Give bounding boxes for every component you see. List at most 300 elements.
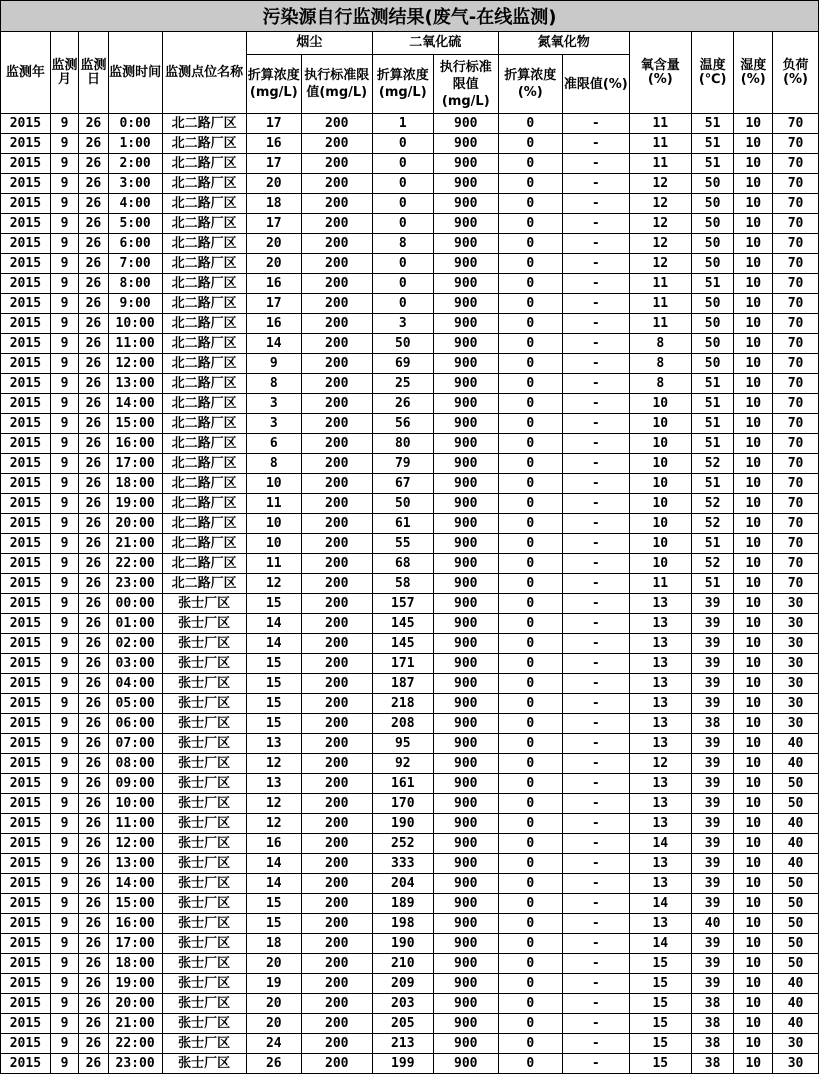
cell-time: 09:00 xyxy=(108,774,162,794)
cell-nox-conc: 0 xyxy=(498,854,562,874)
cell-day: 26 xyxy=(79,254,108,274)
cell-nox-limit: - xyxy=(562,774,629,794)
cell-site: 北二路厂区 xyxy=(162,414,246,434)
cell-month: 9 xyxy=(50,174,78,194)
cell-so2-limit: 900 xyxy=(433,614,498,634)
cell-year: 2015 xyxy=(1,134,51,154)
cell-smoke-conc: 16 xyxy=(246,314,301,334)
cell-humidity: 10 xyxy=(734,894,773,914)
cell-smoke-limit: 200 xyxy=(301,174,372,194)
cell-time: 10:00 xyxy=(108,314,162,334)
cell-humidity: 10 xyxy=(734,734,773,754)
cell-year: 2015 xyxy=(1,994,51,1014)
cell-so2-limit: 900 xyxy=(433,354,498,374)
cell-site: 北二路厂区 xyxy=(162,374,246,394)
cell-month: 9 xyxy=(50,514,78,534)
cell-site: 北二路厂区 xyxy=(162,314,246,334)
cell-nox-conc: 0 xyxy=(498,274,562,294)
cell-load: 40 xyxy=(773,754,819,774)
cell-smoke-limit: 200 xyxy=(301,954,372,974)
cell-load: 30 xyxy=(773,674,819,694)
cell-so2-conc: 58 xyxy=(372,574,433,594)
cell-nox-limit: - xyxy=(562,134,629,154)
cell-temp: 39 xyxy=(691,954,734,974)
cell-so2-limit: 900 xyxy=(433,414,498,434)
cell-smoke-conc: 13 xyxy=(246,734,301,754)
cell-site: 北二路厂区 xyxy=(162,134,246,154)
cell-load: 50 xyxy=(773,954,819,974)
cell-day: 26 xyxy=(79,854,108,874)
cell-time: 18:00 xyxy=(108,474,162,494)
cell-oxygen: 13 xyxy=(629,594,691,614)
table-row xyxy=(1,854,819,874)
cell-oxygen: 13 xyxy=(629,794,691,814)
cell-humidity: 10 xyxy=(734,754,773,774)
cell-humidity: 10 xyxy=(734,274,773,294)
cell-smoke-conc: 17 xyxy=(246,154,301,174)
cell-time: 05:00 xyxy=(108,694,162,714)
cell-so2-limit: 900 xyxy=(433,194,498,214)
cell-load: 30 xyxy=(773,634,819,654)
cell-smoke-limit: 200 xyxy=(301,1054,372,1074)
cell-month: 9 xyxy=(50,134,78,154)
cell-smoke-limit: 200 xyxy=(301,114,372,134)
cell-site: 张士厂区 xyxy=(162,874,246,894)
cell-nox-limit: - xyxy=(562,914,629,934)
table-body xyxy=(1,114,819,1074)
header-row-1 xyxy=(1,32,819,55)
cell-load: 40 xyxy=(773,1014,819,1034)
cell-nox-conc: 0 xyxy=(498,634,562,654)
cell-site: 张士厂区 xyxy=(162,1034,246,1054)
cell-nox-conc: 0 xyxy=(498,254,562,274)
cell-so2-conc: 69 xyxy=(372,354,433,374)
table-row xyxy=(1,134,819,154)
cell-temp: 39 xyxy=(691,734,734,754)
cell-temp: 39 xyxy=(691,634,734,654)
cell-site: 张士厂区 xyxy=(162,694,246,714)
cell-smoke-conc: 14 xyxy=(246,854,301,874)
cell-day: 26 xyxy=(79,734,108,754)
table-row xyxy=(1,674,819,694)
cell-site: 北二路厂区 xyxy=(162,394,246,414)
cell-nox-limit: - xyxy=(562,634,629,654)
col-smoke-conc: 折算浓度(mg/L) xyxy=(246,55,301,114)
cell-so2-limit: 900 xyxy=(433,814,498,834)
cell-month: 9 xyxy=(50,354,78,374)
cell-nox-limit: - xyxy=(562,234,629,254)
cell-year: 2015 xyxy=(1,394,51,414)
table-row xyxy=(1,154,819,174)
cell-temp: 39 xyxy=(691,854,734,874)
cell-nox-limit: - xyxy=(562,314,629,334)
cell-smoke-conc: 14 xyxy=(246,334,301,354)
cell-temp: 39 xyxy=(691,594,734,614)
cell-so2-conc: 333 xyxy=(372,854,433,874)
cell-nox-conc: 0 xyxy=(498,694,562,714)
cell-so2-conc: 0 xyxy=(372,274,433,294)
cell-so2-limit: 900 xyxy=(433,234,498,254)
cell-smoke-conc: 11 xyxy=(246,554,301,574)
cell-load: 70 xyxy=(773,574,819,594)
cell-temp: 51 xyxy=(691,374,734,394)
cell-load: 70 xyxy=(773,354,819,374)
cell-year: 2015 xyxy=(1,794,51,814)
cell-so2-conc: 1 xyxy=(372,114,433,134)
cell-so2-conc: 210 xyxy=(372,954,433,974)
cell-smoke-conc: 11 xyxy=(246,494,301,514)
col-day: 监测日 xyxy=(79,32,108,114)
cell-smoke-limit: 200 xyxy=(301,474,372,494)
cell-so2-limit: 900 xyxy=(433,114,498,134)
cell-load: 40 xyxy=(773,974,819,994)
cell-site: 北二路厂区 xyxy=(162,294,246,314)
cell-day: 26 xyxy=(79,1014,108,1034)
cell-humidity: 10 xyxy=(734,974,773,994)
cell-month: 9 xyxy=(50,114,78,134)
cell-month: 9 xyxy=(50,1054,78,1074)
cell-oxygen: 8 xyxy=(629,374,691,394)
cell-oxygen: 13 xyxy=(629,654,691,674)
cell-nox-conc: 0 xyxy=(498,774,562,794)
cell-load: 40 xyxy=(773,834,819,854)
cell-site: 张士厂区 xyxy=(162,654,246,674)
cell-time: 14:00 xyxy=(108,394,162,414)
cell-smoke-conc: 19 xyxy=(246,974,301,994)
cell-site: 张士厂区 xyxy=(162,794,246,814)
cell-smoke-limit: 200 xyxy=(301,854,372,874)
cell-load: 50 xyxy=(773,934,819,954)
cell-year: 2015 xyxy=(1,254,51,274)
cell-temp: 51 xyxy=(691,274,734,294)
cell-load: 30 xyxy=(773,654,819,674)
cell-day: 26 xyxy=(79,434,108,454)
table-row xyxy=(1,254,819,274)
cell-so2-conc: 79 xyxy=(372,454,433,474)
cell-nox-limit: - xyxy=(562,1054,629,1074)
cell-oxygen: 12 xyxy=(629,254,691,274)
cell-time: 11:00 xyxy=(108,334,162,354)
cell-year: 2015 xyxy=(1,354,51,374)
table-row xyxy=(1,1034,819,1054)
cell-nox-conc: 0 xyxy=(498,174,562,194)
cell-so2-limit: 900 xyxy=(433,314,498,334)
cell-temp: 50 xyxy=(691,234,734,254)
cell-nox-conc: 0 xyxy=(498,374,562,394)
cell-nox-conc: 0 xyxy=(498,614,562,634)
cell-month: 9 xyxy=(50,734,78,754)
cell-oxygen: 11 xyxy=(629,294,691,314)
cell-nox-conc: 0 xyxy=(498,494,562,514)
cell-month: 9 xyxy=(50,714,78,734)
cell-humidity: 10 xyxy=(734,514,773,534)
cell-month: 9 xyxy=(50,154,78,174)
cell-smoke-limit: 200 xyxy=(301,794,372,814)
table-row xyxy=(1,754,819,774)
cell-time: 17:00 xyxy=(108,454,162,474)
cell-temp: 39 xyxy=(691,774,734,794)
cell-temp: 50 xyxy=(691,334,734,354)
cell-site: 北二路厂区 xyxy=(162,234,246,254)
cell-month: 9 xyxy=(50,674,78,694)
cell-nox-conc: 0 xyxy=(498,214,562,234)
cell-smoke-conc: 17 xyxy=(246,294,301,314)
cell-load: 70 xyxy=(773,134,819,154)
cell-so2-limit: 900 xyxy=(433,394,498,414)
cell-so2-limit: 900 xyxy=(433,1014,498,1034)
cell-humidity: 10 xyxy=(734,354,773,374)
cell-year: 2015 xyxy=(1,454,51,474)
cell-month: 9 xyxy=(50,774,78,794)
cell-nox-limit: - xyxy=(562,114,629,134)
cell-smoke-conc: 16 xyxy=(246,274,301,294)
cell-smoke-limit: 200 xyxy=(301,414,372,434)
cell-year: 2015 xyxy=(1,574,51,594)
cell-day: 26 xyxy=(79,894,108,914)
cell-smoke-conc: 20 xyxy=(246,254,301,274)
cell-time: 13:00 xyxy=(108,374,162,394)
cell-load: 70 xyxy=(773,194,819,214)
cell-so2-limit: 900 xyxy=(433,714,498,734)
cell-nox-limit: - xyxy=(562,874,629,894)
cell-load: 70 xyxy=(773,494,819,514)
cell-day: 26 xyxy=(79,834,108,854)
cell-nox-conc: 0 xyxy=(498,154,562,174)
cell-nox-conc: 0 xyxy=(498,794,562,814)
cell-oxygen: 12 xyxy=(629,194,691,214)
cell-nox-limit: - xyxy=(562,1034,629,1054)
cell-smoke-limit: 200 xyxy=(301,194,372,214)
cell-load: 30 xyxy=(773,1034,819,1054)
cell-day: 26 xyxy=(79,654,108,674)
cell-smoke-limit: 200 xyxy=(301,434,372,454)
cell-smoke-limit: 200 xyxy=(301,994,372,1014)
cell-day: 26 xyxy=(79,474,108,494)
cell-nox-conc: 0 xyxy=(498,294,562,314)
cell-nox-conc: 0 xyxy=(498,534,562,554)
cell-load: 70 xyxy=(773,154,819,174)
cell-time: 5:00 xyxy=(108,214,162,234)
cell-humidity: 10 xyxy=(734,794,773,814)
table-row xyxy=(1,714,819,734)
cell-so2-limit: 900 xyxy=(433,494,498,514)
cell-load: 50 xyxy=(773,874,819,894)
cell-load: 70 xyxy=(773,294,819,314)
cell-humidity: 10 xyxy=(734,694,773,714)
cell-temp: 51 xyxy=(691,574,734,594)
table-row xyxy=(1,914,819,934)
col-nox-conc: 折算浓度(%) xyxy=(498,55,562,114)
cell-month: 9 xyxy=(50,634,78,654)
cell-smoke-conc: 15 xyxy=(246,654,301,674)
cell-humidity: 10 xyxy=(734,154,773,174)
cell-load: 30 xyxy=(773,714,819,734)
cell-smoke-conc: 13 xyxy=(246,774,301,794)
cell-site: 张士厂区 xyxy=(162,894,246,914)
cell-year: 2015 xyxy=(1,114,51,134)
cell-so2-conc: 209 xyxy=(372,974,433,994)
cell-humidity: 10 xyxy=(734,634,773,654)
cell-site: 张士厂区 xyxy=(162,714,246,734)
cell-so2-limit: 900 xyxy=(433,1034,498,1054)
cell-humidity: 10 xyxy=(734,954,773,974)
cell-so2-limit: 900 xyxy=(433,294,498,314)
cell-day: 26 xyxy=(79,614,108,634)
cell-year: 2015 xyxy=(1,434,51,454)
cell-so2-limit: 900 xyxy=(433,434,498,454)
cell-so2-limit: 900 xyxy=(433,914,498,934)
cell-site: 张士厂区 xyxy=(162,934,246,954)
cell-nox-conc: 0 xyxy=(498,574,562,594)
cell-time: 23:00 xyxy=(108,1054,162,1074)
table-row xyxy=(1,514,819,534)
cell-nox-limit: - xyxy=(562,674,629,694)
cell-nox-conc: 0 xyxy=(498,114,562,134)
cell-time: 2:00 xyxy=(108,154,162,174)
cell-year: 2015 xyxy=(1,674,51,694)
cell-so2-conc: 50 xyxy=(372,334,433,354)
cell-temp: 39 xyxy=(691,814,734,834)
cell-oxygen: 13 xyxy=(629,734,691,754)
table-row xyxy=(1,554,819,574)
cell-nox-limit: - xyxy=(562,194,629,214)
table-row xyxy=(1,114,819,134)
cell-month: 9 xyxy=(50,914,78,934)
cell-nox-limit: - xyxy=(562,1014,629,1034)
cell-smoke-conc: 10 xyxy=(246,474,301,494)
cell-so2-limit: 900 xyxy=(433,934,498,954)
cell-smoke-limit: 200 xyxy=(301,914,372,934)
cell-nox-conc: 0 xyxy=(498,554,562,574)
cell-so2-limit: 900 xyxy=(433,774,498,794)
cell-day: 26 xyxy=(79,954,108,974)
cell-so2-conc: 92 xyxy=(372,754,433,774)
cell-smoke-limit: 200 xyxy=(301,154,372,174)
table-row xyxy=(1,414,819,434)
cell-temp: 39 xyxy=(691,654,734,674)
cell-day: 26 xyxy=(79,354,108,374)
cell-temp: 50 xyxy=(691,314,734,334)
cell-smoke-limit: 200 xyxy=(301,674,372,694)
cell-nox-conc: 0 xyxy=(498,394,562,414)
cell-so2-conc: 171 xyxy=(372,654,433,674)
cell-so2-conc: 0 xyxy=(372,194,433,214)
cell-month: 9 xyxy=(50,334,78,354)
cell-time: 07:00 xyxy=(108,734,162,754)
cell-year: 2015 xyxy=(1,534,51,554)
cell-so2-conc: 56 xyxy=(372,414,433,434)
cell-month: 9 xyxy=(50,1014,78,1034)
table-row xyxy=(1,814,819,834)
cell-site: 北二路厂区 xyxy=(162,194,246,214)
cell-temp: 39 xyxy=(691,674,734,694)
cell-site: 北二路厂区 xyxy=(162,114,246,134)
cell-smoke-conc: 20 xyxy=(246,174,301,194)
cell-day: 26 xyxy=(79,134,108,154)
cell-temp: 39 xyxy=(691,974,734,994)
cell-humidity: 10 xyxy=(734,294,773,314)
cell-year: 2015 xyxy=(1,1034,51,1054)
cell-month: 9 xyxy=(50,274,78,294)
cell-nox-limit: - xyxy=(562,574,629,594)
cell-smoke-conc: 12 xyxy=(246,574,301,594)
cell-oxygen: 15 xyxy=(629,1054,691,1074)
cell-year: 2015 xyxy=(1,334,51,354)
cell-smoke-limit: 200 xyxy=(301,874,372,894)
cell-nox-conc: 0 xyxy=(498,514,562,534)
cell-day: 26 xyxy=(79,674,108,694)
cell-day: 26 xyxy=(79,394,108,414)
cell-time: 14:00 xyxy=(108,874,162,894)
cell-smoke-limit: 200 xyxy=(301,294,372,314)
cell-smoke-conc: 15 xyxy=(246,714,301,734)
table-row xyxy=(1,954,819,974)
cell-time: 12:00 xyxy=(108,354,162,374)
cell-day: 26 xyxy=(79,274,108,294)
cell-temp: 39 xyxy=(691,694,734,714)
cell-nox-conc: 0 xyxy=(498,234,562,254)
cell-site: 张士厂区 xyxy=(162,754,246,774)
cell-so2-conc: 26 xyxy=(372,394,433,414)
cell-time: 18:00 xyxy=(108,954,162,974)
cell-so2-conc: 61 xyxy=(372,514,433,534)
cell-year: 2015 xyxy=(1,554,51,574)
cell-time: 10:00 xyxy=(108,794,162,814)
cell-smoke-conc: 15 xyxy=(246,594,301,614)
cell-smoke-conc: 9 xyxy=(246,354,301,374)
cell-year: 2015 xyxy=(1,1054,51,1074)
cell-smoke-limit: 200 xyxy=(301,634,372,654)
group-nox: 氮氧化物 xyxy=(498,32,629,55)
cell-temp: 50 xyxy=(691,294,734,314)
cell-site: 北二路厂区 xyxy=(162,434,246,454)
cell-month: 9 xyxy=(50,414,78,434)
cell-site: 张士厂区 xyxy=(162,814,246,834)
cell-month: 9 xyxy=(50,794,78,814)
cell-smoke-conc: 16 xyxy=(246,834,301,854)
cell-humidity: 10 xyxy=(734,434,773,454)
cell-year: 2015 xyxy=(1,194,51,214)
cell-oxygen: 10 xyxy=(629,474,691,494)
cell-nox-conc: 0 xyxy=(498,194,562,214)
cell-so2-conc: 187 xyxy=(372,674,433,694)
cell-so2-limit: 900 xyxy=(433,694,498,714)
cell-temp: 51 xyxy=(691,394,734,414)
cell-day: 26 xyxy=(79,554,108,574)
cell-day: 26 xyxy=(79,314,108,334)
cell-smoke-conc: 15 xyxy=(246,674,301,694)
cell-oxygen: 12 xyxy=(629,174,691,194)
cell-humidity: 10 xyxy=(734,194,773,214)
cell-smoke-conc: 16 xyxy=(246,134,301,154)
cell-temp: 39 xyxy=(691,874,734,894)
cell-time: 03:00 xyxy=(108,654,162,674)
cell-so2-conc: 252 xyxy=(372,834,433,854)
cell-smoke-conc: 24 xyxy=(246,1034,301,1054)
cell-nox-limit: - xyxy=(562,514,629,534)
cell-month: 9 xyxy=(50,594,78,614)
cell-smoke-conc: 3 xyxy=(246,414,301,434)
cell-temp: 38 xyxy=(691,714,734,734)
cell-nox-conc: 0 xyxy=(498,934,562,954)
cell-so2-limit: 900 xyxy=(433,214,498,234)
table-row xyxy=(1,574,819,594)
cell-day: 26 xyxy=(79,934,108,954)
cell-load: 50 xyxy=(773,914,819,934)
cell-nox-limit: - xyxy=(562,854,629,874)
cell-smoke-limit: 200 xyxy=(301,694,372,714)
table-row xyxy=(1,874,819,894)
